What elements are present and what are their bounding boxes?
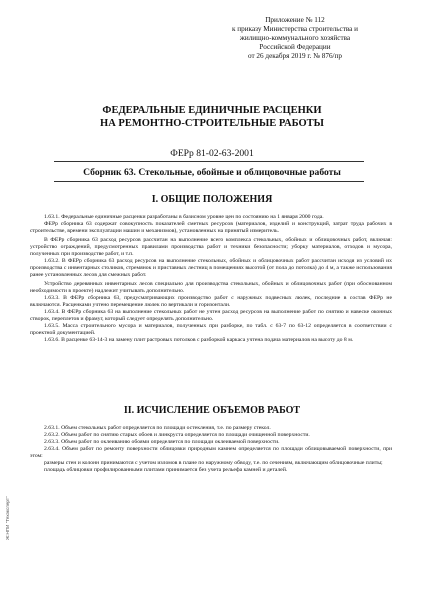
section-heading-general: I. ОБЩИЕ ПОЛОЖЕНИЯ [151,194,273,205]
document-title [0,104,424,130]
header-line: Российской Федерации [259,43,331,51]
paragraph: 1.63.6. В расценке 63-14-3 на замену плит растровых потолков с разборкой каркаса учтена подача материалов на высоту до 8 м. [44,337,354,343]
paragraph: 1.63.5. Масса строительного мусора и материалов, полученных при разборке, по табл. с 63-7 по 63-12 определяется в соответствии с проектной документацией. [30,323,392,336]
paragraph: ФЕРр сборника 63 содержат совокупность показателей сметных ресурсов (материалов, изделий и конструкций, затрат труда рабочих в строительстве, времени эксплуатации машин и механизмов), установленных на принятый измеритель. [30,221,392,234]
header-line: к приказу Министерства строительства и [231,25,358,33]
paragraph: 2.63.4. Объем работ по ремонту поверхности облицовки природным камнем определяется по площади облицовываемой поверхности, при этом: [30,446,392,459]
order-appendix-header [200,16,390,61]
title-line-2: НА РЕМОНТНО-СТРОИТЕЛЬНЫЕ РАБОТЫ [100,118,324,129]
paragraph: 1.63.3. В ФЕРр сборника 63, предусматривающих производство работ с наружных подвесных люлек, последние в состав ФЕРр не включаются. Расценками учтено перемещение люлек по вертикали и горизонтали. [30,295,392,308]
paragraph: 2.63.3. Объем работ по оклеиванию обоями определяется по площади оклеиваемой поверхности. [44,439,280,445]
paragraph: В ФЕРр сборника 63 расход ресурсов рассчитан на выполнение всего комплекса стекольных, обойных и облицовочных работ, включая: устройство ограждений, предусмотренных правилами производства работ и техники безопасности; уборку материалов, отходов и мусора, полученных при производстве работ, и т.п. [30,237,392,257]
section-heading-volume-calculation: II. ИСЧИСЛЕНИЕ ОБЪЕМОВ РАБОТ [123,405,301,416]
section-body-general [30,214,392,344]
document-code: ФЕРр 81-02-63-2001 [170,148,254,159]
paragraph: 1.63.2. В ФЕРр сборника 63 расход ресурсов на выполнение стекольных, обойных и облицовочных работ рассчитан исходя из условий их производства с инвентарных столиков, стремянок и приставных лестниц в помещениях высотой (от пола до потолка) до 4 м, а также использования ранее установленных лесов для смежных работ. [30,258,392,278]
paragraph: площадь облицовки профилированными плитами принимается без учета рельефа камней и деталей. [44,467,288,473]
header-line: жилищно-коммунального хозяйства [239,34,351,42]
collection-title: Сборник 63. Стекольные, обойные и облицовочные работы [83,167,341,178]
paragraph: размеры стен и колонн принимаются с учетом изломов в плане по наружному обводу, т.е. по сечениям, включающим облицовочные плиты; [44,460,383,466]
paragraph: 2.63.2. Объем работ по снятию старых обоев и линкруста определяется по площади очищенной поверхности. [44,432,310,438]
paragraph: 1.63.1. Федеральные единичные расценки разработаны в базисном уровне цен по состоянию на 1 января 2000 года. [44,214,324,220]
paragraph: Устройство деревянных инвентарных лесов специально для производства стекольных, обойных и облицовочных работ (при обоснованном необходимости в проекте) надлежит учитывать дополнительно. [30,281,392,294]
header-line: Приложение № 112 [265,16,325,24]
title-line-1: ФЕДЕРАЛЬНЫЕ ЕДИНИЧНЫЕ РАСЦЕНКИ [102,105,322,116]
paragraph: 1.63.4. В ФЕРр сборника 63 на выполнение стекольных работ не учтен расход ресурсов на выполнение работ по снятию и навеске оконных створок, переплетов и фрамуг, который следует определять дополнительно. [30,309,392,322]
watermark-note: Ж:НПИ "Техэксперт" [5,496,10,540]
divider [54,181,364,182]
divider [54,161,364,162]
paragraph: 2.63.1. Объем стекольных работ определяется по площади остекления, т.е. по размеру стекол. [44,425,271,431]
section-body-volume-calculation [30,425,392,474]
header-line: от 26 декабря 2019 г. № 876/пр [248,52,342,60]
